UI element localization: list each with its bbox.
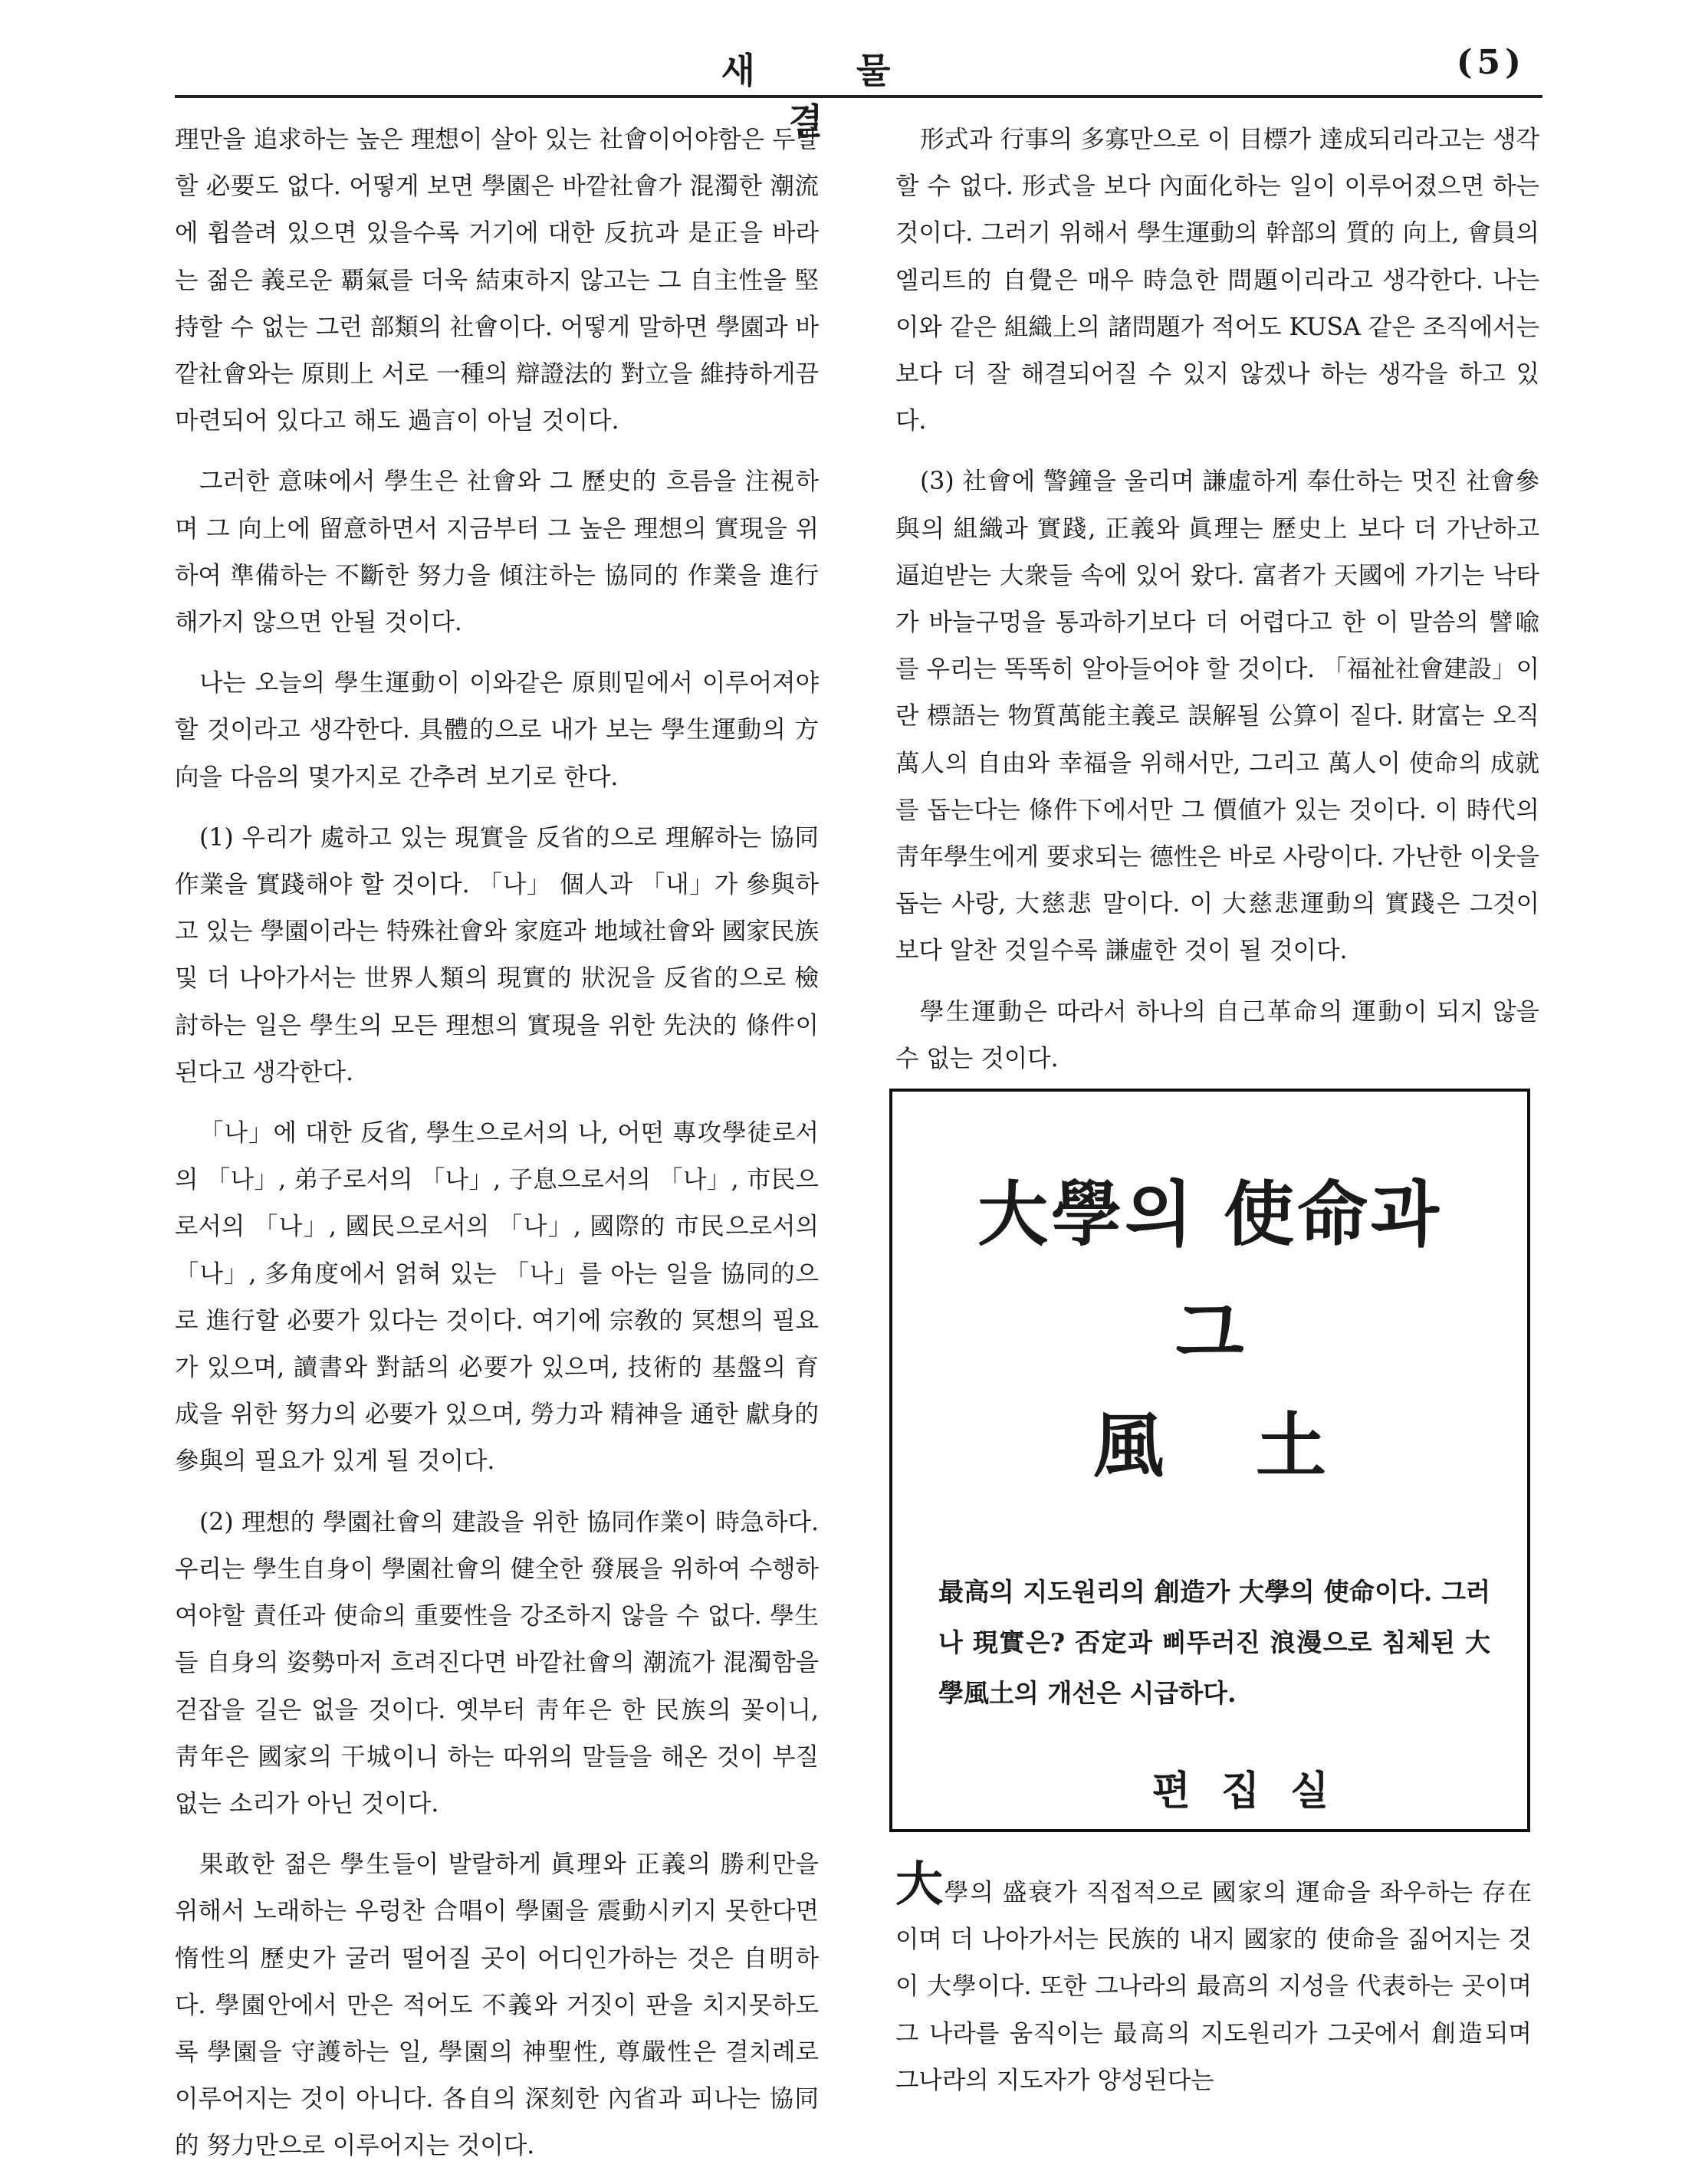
article-body-start <box>895 1856 1532 2104</box>
right-column <box>895 117 1539 1096</box>
page-number: (5) <box>1456 43 1526 82</box>
paragraph: 그러한 意味에서 學生은 社會와 그 歷史的 흐름을 注視하며 그 向上에 留意하면서 지금부터 그 높은 理想의 實現을 위하여 準備하는 不斷한 努力을 傾注하는 協同的 作業을 進行해가지 않으면 안될 것이다. <box>175 468 819 637</box>
paragraph: 學生運動은 따라서 하나의 自己革命의 運動이 되지 않을 수 없는 것이다. <box>895 997 1539 1072</box>
left-column <box>175 117 819 2184</box>
page-header <box>176 37 1541 142</box>
paragraph: 나는 오늘의 學生運動이 이와같은 原則밑에서 이루어져야 할 것이라고 생각한다. 具體的으로 내가 보는 學生運動의 方向을 다음의 몇가지로 간추려 보기로 한다. <box>175 669 819 791</box>
paragraph: (3) 社會에 警鐘을 울리며 謙虛하게 奉仕하는 멋진 社會參與의 組織과 實踐, 正義와 眞理는 歷史上 보다 더 가난하고 逼迫받는 大衆들 속에 있어 왔다. 富者가 天國에 가기는 낙타가 바늘구멍을 통과하기보다 더 어렵다고 한 이 말씀의 譬喩를 우리는 똑똑히 알아들어야 할 것이다. 「福祉社會建設」이란 標語는 物質萬能主義로 誤解될 公算이 짙다. 財富는 오직 萬人의 自由와 幸福을 위해서만, 그리고 萬人이 使命의 成就를 돕는다는 條件下에서만 그 價値가 있는 것이다. 이 時代의 靑年學生에게 要求되는 德性은 바로 사랑이다. 가난한 이웃을 돕는 사랑, 大慈悲 말이다. 이 大慈悲運動의 實踐은 그것이 보다 알찬 것일수록 謙虛한 것이 될 것이다. <box>895 468 1539 965</box>
paragraph: (2) 理想的 學園社會의 建設을 위한 協同作業이 時急하다. 우리는 學生自身이 學園社會의 健全한 發展을 위하여 수행하여야할 責任과 使命의 重要性을 강조하지 않을 수 없다. 學生들 自身의 姿勢마저 흐려진다면 바깥社會의 潮流가 混濁함을 걷잡을 길은 없을 것이다. 옛부터 靑年은 한 民族의 꽃이니, 靑年은 國家의 干城이니 하는 따위의 말들을 해온 것이 부질없는 소리가 아닌 것이다. <box>175 1508 819 1818</box>
article-blurb: 最高의 지도원리의 創造가 大學의 使命이다. 그러나 現實은? 否定과 삐뚜러진 浪漫으로 침체된 大學風土의 개선은 시급하다. <box>938 1577 1490 1708</box>
article-title-box <box>889 1089 1530 1832</box>
article-byline: 편집실 <box>1151 1768 1360 1815</box>
article-title-line3: 風土 <box>1092 1404 1418 1487</box>
article-title-line1: 大學의 使命과 <box>977 1173 1442 1256</box>
paragraph: 果敢한 젊은 學生들이 발랄하게 眞理와 正義의 勝利만을 위해서 노래하는 우렁찬 合唱이 學園을 震動시키지 못한다면 惰性의 歷史가 굴러 떨어질 곳이 어디인가하는 것은 自明하다. 學園안에서 만은 적어도 不義와 거짓이 판을 치지못하도록 學園을 守護하는 일, 學園의 神聖性, 尊嚴性은 결치례로 이루어지는 것이 아니다. 各自의 深刻한 內省과 피나는 協同的 努力만으로 이루어지는 것이다. <box>175 1851 819 2160</box>
article-title-line2: 그 <box>1175 1292 1244 1374</box>
paragraph: 形式과 行事의 多寡만으로 이 目標가 達成되리라고는 생각할 수 없다. 形式을 보다 內面化하는 일이 이루어졌으면 하는 것이다. 그러기 위해서 學生運動의 幹部의 質的 向上, 會員의 엘리트的 自覺은 매우 時急한 問題이리라고 생각한다. 나는 이와 같은 組織上의 諸問題가 적어도 KUSA 같은 조직에서는 보다 더 잘 해결되어질 수 있지 않겠나 하는 생각을 하고 있다. <box>895 126 1539 435</box>
article-text: 學의 盛衰가 직접적으로 國家의 運命을 좌우하는 存在이며 더 나아가서는 民族的 내지 國家的 使命을 짊어지는 것이 大學이다. 또한 그나라의 最高의 지성을 代表하는 곳이며 그 나라를 움직이는 最高의 지도원리가 그곳에서 創造되며 그나라의 지도자가 양성된다는 <box>895 1879 1532 2094</box>
paragraph: 理만을 追求하는 높은 理想이 살아 있는 社會이어야함은 두말할 必要도 없다. 어떻게 보면 學園은 바깥社會가 混濁한 潮流에 휩쓸려 있으면 있을수록 거기에 대한 反抗과 是正을 바라는 젊은 義로운 覇氣를 더욱 結束하지 않고는 그 自主性을 堅持할 수 없는 그런 部類의 社會이다. 어떻게 말하면 學園과 바깥社會와는 原則上 서로 一種의 辯證法的 對立을 維持하게끔 마련되어 있다고 해도 過言이 아닐 것이다. <box>175 126 819 435</box>
paragraph: (1) 우리가 處하고 있는 現實을 反省的으로 理解하는 協同作業을 實踐해야 할 것이다. 「나」 個人과 「내」가 參與하고 있는 學園이라는 特殊社會와 家庭과 地域社會와 國家民族 및 더 나아가서는 世界人類의 現實的 狀況을 反省的으로 檢討하는 일은 學生의 모든 理想의 實現을 위한 先決的 條件이 된다고 생각한다. <box>175 823 819 1086</box>
paragraph: 「나」에 대한 反省, 學生으로서의 나, 어떤 專攻學徒로서의 「나」, 弟子로서의 「나」, 子息으로서의 「나」, 市民으로서의 「나」, 國民으로서의 「나」, 國際的 市民으로서의 「나」, 多角度에서 얽혀 있는 「나」를 아는 일을 協同的으로 進行할 必要가 있다는 것이다. 여기에 宗敎的 冥想의 필요가 있으며, 讀書와 對話의 必要가 있으며, 技術的 基盤의 育成을 위한 努力의 必要가 있으며, 勞力과 精神을 通한 獻身的 參與의 필요가 있게 될 것이다. <box>175 1119 819 1476</box>
header-rule <box>175 95 1542 98</box>
masthead-title: 새 물 결 <box>721 50 935 142</box>
drop-cap: 大 <box>895 1856 944 1912</box>
